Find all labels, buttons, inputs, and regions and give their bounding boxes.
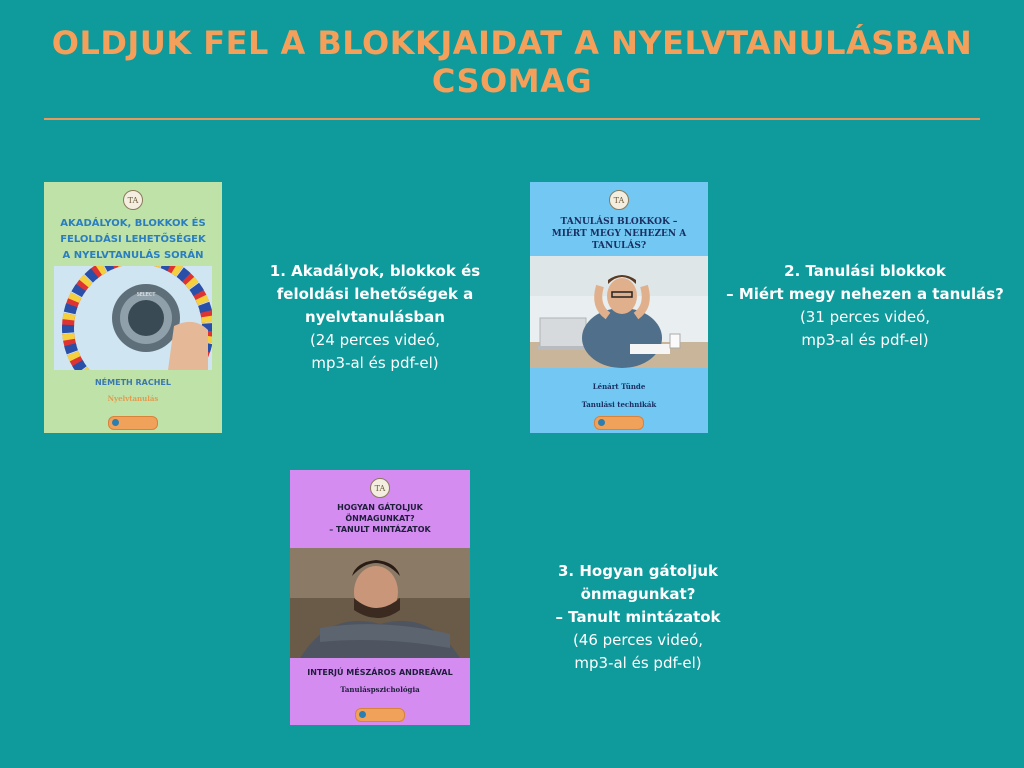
product-title-line: 2. Tanulási blokkok bbox=[784, 262, 946, 280]
cover-author: Lénárt Tünde bbox=[592, 382, 646, 391]
cover-title-line: TANULÁS? bbox=[591, 241, 647, 251]
logo-icon: TA bbox=[370, 478, 390, 498]
product-3-description bbox=[510, 560, 766, 675]
product-title-line: – Tanult mintázatok bbox=[555, 608, 721, 626]
publisher-badge-icon bbox=[594, 416, 644, 430]
cover-category: Nyelvtanulás bbox=[107, 394, 159, 403]
logo-icon: TA bbox=[609, 190, 629, 210]
product-detail-line: (46 perces videó, bbox=[572, 631, 704, 649]
product-title-line: nyelvtanulásban bbox=[305, 308, 445, 326]
page-title-line-2: CSOMAG bbox=[431, 62, 593, 100]
cover-title-line: A NYELVTANULÁS SORÁN bbox=[62, 250, 204, 261]
product-detail-line: (24 perces videó, bbox=[309, 331, 441, 349]
product-detail-line: mp3-al és pdf-el) bbox=[311, 354, 439, 372]
cover-author: NÉMETH RACHEL bbox=[94, 378, 171, 387]
cover-title-line: ÖNMAGUNKAT? bbox=[345, 514, 415, 523]
cover-title-line: TANULÁSI BLOKKOK – bbox=[560, 217, 678, 227]
cover-author: INTERJÚ MÉSZÁROS ANDREÁVAL bbox=[307, 668, 453, 677]
product-2-description bbox=[712, 260, 1018, 352]
product-2-cover[interactable] bbox=[530, 182, 708, 433]
product-title-line: 1. Akadályok, blokkok és bbox=[269, 262, 481, 280]
logo-icon: TA bbox=[123, 190, 143, 210]
product-detail-line: (31 perces videó, bbox=[799, 308, 931, 326]
title-divider bbox=[44, 118, 980, 120]
product-title-line: feloldási lehetőségek a bbox=[276, 285, 474, 303]
cover-category: Tanulási technikák bbox=[581, 400, 657, 409]
cover-title bbox=[44, 216, 222, 264]
page-title-line-1: OLDJUK FEL A BLOKKJAIDAT A NYELVTANULÁSBAN bbox=[51, 24, 973, 62]
cover-title-line: MIÉRT MEGY NEHEZEN A bbox=[551, 229, 687, 239]
product-detail-line: mp3-al és pdf-el) bbox=[574, 654, 702, 672]
product-title-line: – Miért megy nehezen a tanulás? bbox=[726, 285, 1004, 303]
product-1-description bbox=[250, 260, 500, 375]
product-1-cover[interactable] bbox=[44, 182, 222, 433]
cover-title-line: – TANULT MINTÁZATOK bbox=[329, 525, 431, 534]
cover-title-line: HOGYAN GÁTOLJUK bbox=[337, 503, 423, 512]
svg-text:SELECT: SELECT bbox=[136, 292, 156, 298]
publisher-badge-icon bbox=[355, 708, 405, 722]
man-photo bbox=[290, 548, 470, 658]
product-3-cover[interactable] bbox=[290, 470, 470, 725]
cover-title bbox=[290, 502, 470, 535]
publisher-badge-icon bbox=[108, 416, 158, 430]
product-title-line: 3. Hogyan gátoljuk bbox=[557, 562, 719, 580]
cover-title bbox=[530, 216, 708, 252]
cover-category: Tanuláspszichológia bbox=[340, 685, 420, 694]
student-photo bbox=[530, 256, 708, 368]
cover-title-line: FELOLDÁSI LEHETŐSÉGEK bbox=[60, 234, 206, 245]
product-detail-line: mp3-al és pdf-el) bbox=[801, 331, 929, 349]
dial-image bbox=[54, 266, 212, 370]
cover-title-line: AKADÁLYOK, BLOKKOK ÉS bbox=[60, 218, 206, 229]
product-title-line: önmagunkat? bbox=[580, 585, 696, 603]
page-title bbox=[0, 24, 1024, 100]
